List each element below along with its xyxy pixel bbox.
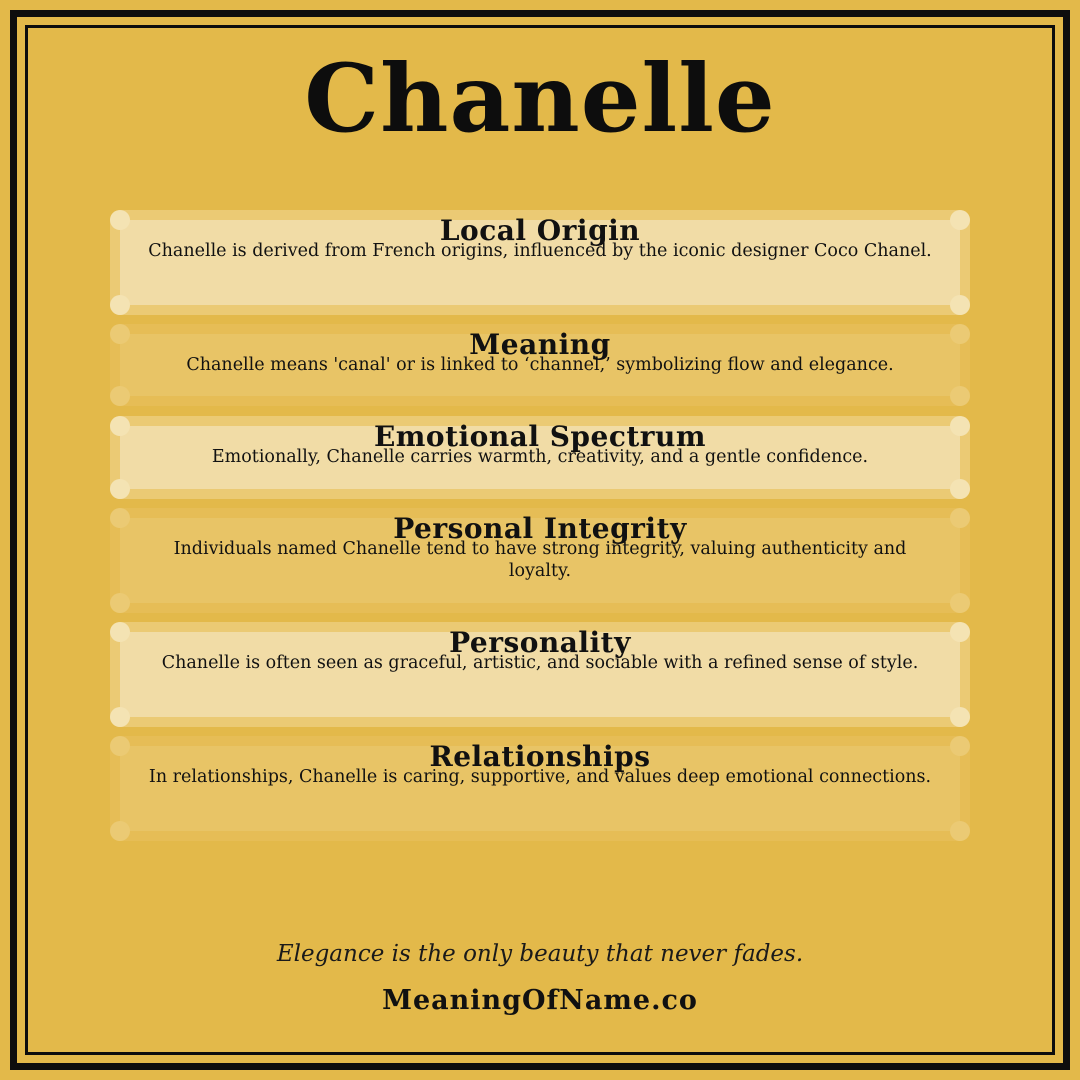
corner-dot xyxy=(110,821,130,841)
section-text: Chanelle means 'canal' or is linked to ‘channel,’ symbolizing flow and elegance. xyxy=(186,355,894,375)
quote: Elegance is the only beauty that never fades. xyxy=(276,941,804,967)
section-text: Chanelle is derived from French origins, influenced by the iconic designer Coco Chanel. xyxy=(148,241,932,261)
page-title: Chanelle xyxy=(304,44,776,154)
section-heading: Personal Integrity xyxy=(393,512,687,545)
section-meaning xyxy=(110,324,970,406)
section-personality xyxy=(110,622,970,727)
section-text: In relationships, Chanelle is caring, supportive, and values deep emotional connections. xyxy=(148,767,932,787)
corner-dot xyxy=(110,386,130,406)
corner-dot xyxy=(110,593,130,613)
section-heading: Meaning xyxy=(469,328,611,361)
corner-dot xyxy=(950,479,970,499)
section-text: Individuals named Chanelle tend to have strong integrity, valuing authenticity and loyalty. xyxy=(173,539,907,581)
section-relationships xyxy=(110,736,970,841)
section-heading: Personality xyxy=(449,626,631,659)
site-name: MeaningOfName.co xyxy=(382,985,698,1016)
section-heading: Local Origin xyxy=(439,214,641,247)
corner-dot xyxy=(950,593,970,613)
section-local-origin xyxy=(110,210,970,315)
corner-dot xyxy=(950,821,970,841)
section-emotional-spectrum xyxy=(110,416,970,499)
section-heading: Relationships xyxy=(429,740,651,773)
corner-dot xyxy=(110,295,130,315)
section-heading: Emotional Spectrum xyxy=(373,420,707,453)
section-text: Chanelle is often seen as graceful, artistic, and sociable with a refined sense of style. xyxy=(161,653,919,673)
corner-dot xyxy=(950,707,970,727)
section-text: Emotionally, Chanelle carries warmth, creativity, and a gentle confidence. xyxy=(211,447,869,467)
corner-dot xyxy=(950,386,970,406)
corner-dot xyxy=(950,295,970,315)
section-personal-integrity xyxy=(110,508,970,613)
corner-dot xyxy=(110,707,130,727)
corner-dot xyxy=(110,479,130,499)
